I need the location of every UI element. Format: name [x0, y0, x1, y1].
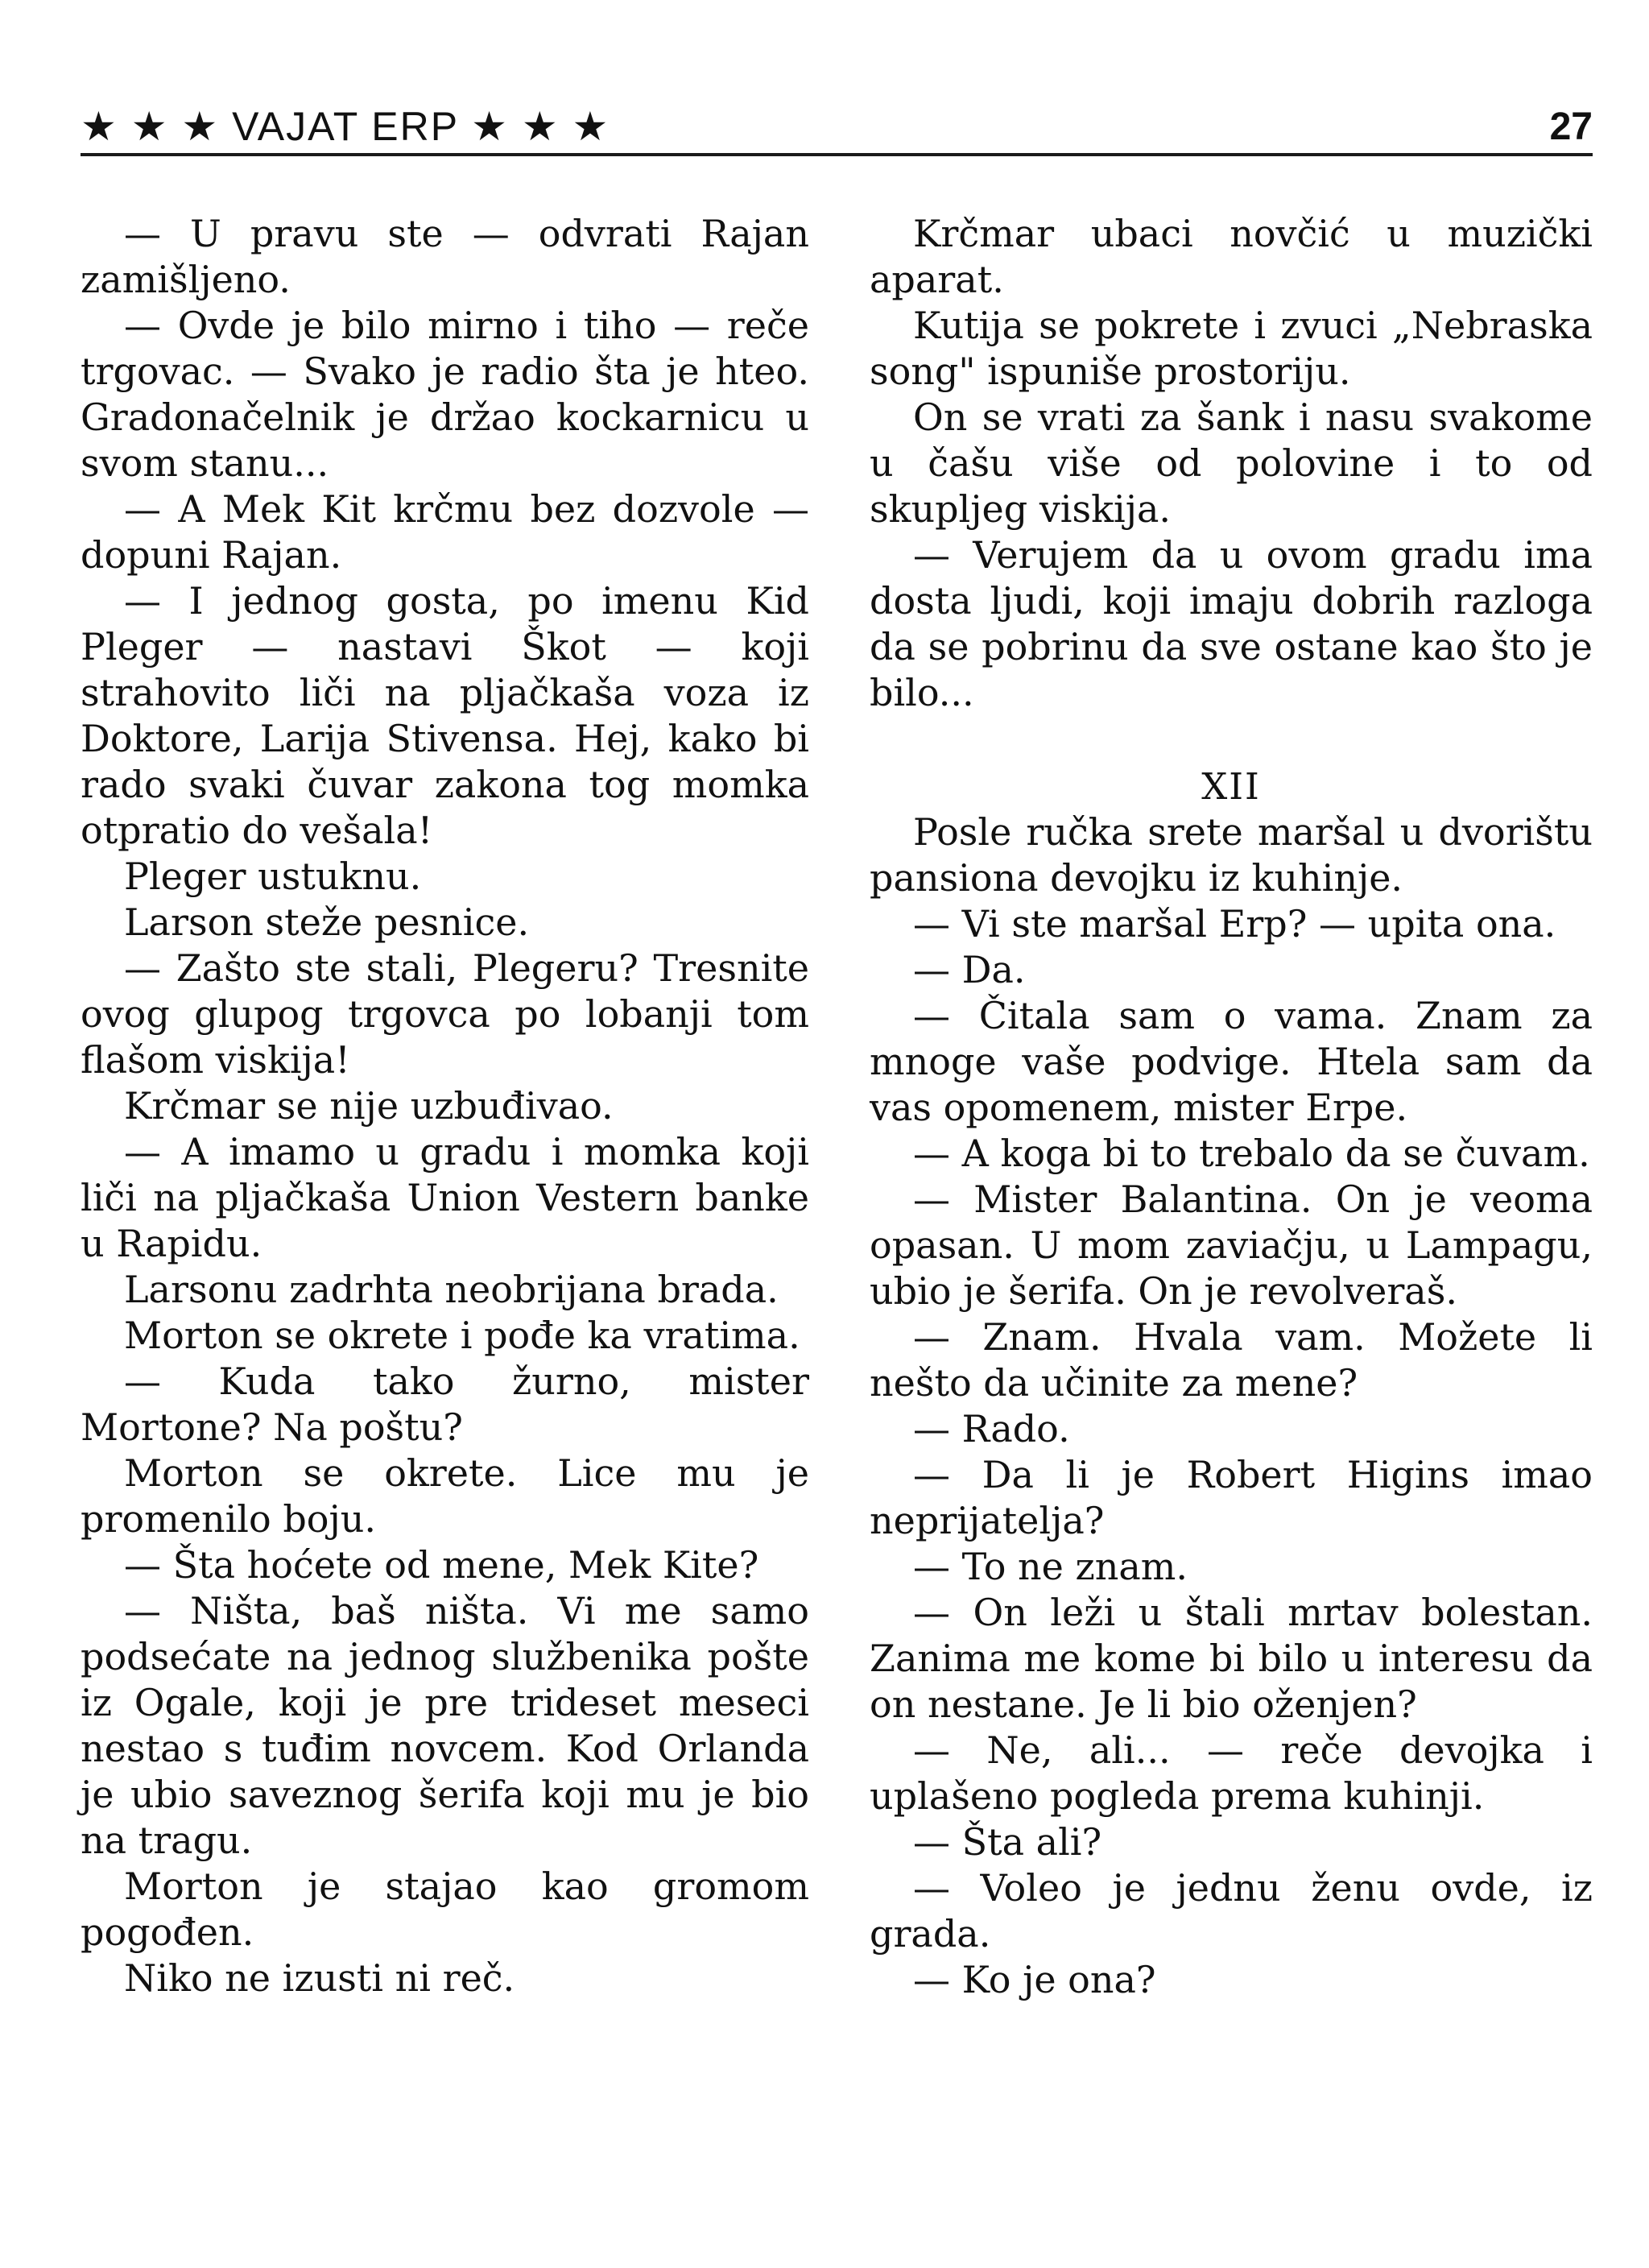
paragraph: — A imamo u gradu i momka koji liči na pljačkaša Union Vestern banke u Rapidu.: [81, 1130, 809, 1265]
page-header: [81, 90, 1593, 156]
paragraph: On se vrati za šank i nasu svakome u čašu više od polovine i to od skupljeg viskija.: [870, 395, 1593, 531]
paragraph: Kutija se pokrete i zvuci „Nebraska song" ispuniše prostoriju.: [870, 304, 1593, 393]
paragraph: — Mister Balantina. On je veoma opasan. U mom zaviačju, u Lampagu, ubio je šerifa. On je revolveraš.: [870, 1177, 1593, 1313]
paragraph: Larsonu zadrhta neobrijana brada.: [124, 1268, 779, 1311]
paragraph: — Zašto ste stali, Plegeru? Tresnite ovog glupog trgovca po lobanji tom flašom viskija!: [81, 946, 809, 1082]
paragraph: — A Mek Kit krčmu bez dozvole — dopuni Rajan.: [81, 487, 809, 577]
paragraph: — Šta ali?: [913, 1820, 1102, 1864]
left-column: [81, 211, 809, 2001]
paragraph: Larson steže pesnice.: [124, 900, 530, 944]
paragraph: Morton je stajao kao gromom pogođen.: [81, 1864, 809, 1954]
paragraph: — Ko je ona?: [913, 1958, 1156, 2001]
paragraph: — Znam. Hvala vam. Možete li nešto da učinite za mene?: [870, 1315, 1593, 1405]
paragraph: — Ovde je bilo mirno i tiho — reče trgovac. — Svako je radio šta je hteo. Gradonačelnik je držao kockarnicu u svom stanu...: [81, 304, 809, 485]
paragraph: — I jednog gosta, po imenu Kid Pleger — nastavi Škot — koji strahovito liči na pljačkaša voza iz Doktore, Larija Stivensa. Hej, kako bi rado svaki čuvar zakona tog momka otpratio do vešala!: [81, 579, 809, 852]
paragraph: — Ne, ali... — reče devojka i uplašeno pogleda prema kuhinji.: [870, 1728, 1593, 1818]
paragraph: — Ništa, baš ništa. Vi me samo podsećate na jednog službenika pošte iz Ogale, koji je pre trideset meseci nestao s tuđim novcem. Kod Orlanda je ubio saveznog šerifa koji mu je bio na tragu.: [81, 1589, 809, 1862]
paragraph: — Rado.: [913, 1407, 1070, 1451]
paragraph: Krčmar se nije uzbuđivao.: [124, 1084, 614, 1128]
running-title: ★ ★ ★ VAJAT ERP ★ ★ ★: [81, 104, 610, 149]
right-column: [870, 211, 1593, 2003]
paragraph: — Čitala sam o vama. Znam za mnoge vaše podvige. Htela sam da vas opomenem, mister Erpe.: [870, 994, 1593, 1129]
paragraph: — Šta hoćete od mene, Mek Kite?: [124, 1543, 759, 1587]
chapter-heading: XII: [1201, 765, 1261, 808]
page-number: 27: [1549, 106, 1593, 148]
paragraph: Morton se okrete i pođe ka vratima.: [124, 1314, 800, 1357]
paragraph: Posle ručka srete maršal u dvorištu pansiona devojku iz kuhinje.: [870, 810, 1593, 900]
paragraph: — Vi ste maršal Erp? — upita ona.: [913, 902, 1556, 946]
paragraph: — U pravu ste — odvrati Rajan zamišljeno.: [81, 212, 809, 301]
paragraph: — Verujem da u ovom gradu ima dosta ljudi, koji imaju dobrih razloga da se pobrinu da sve ostane kao što je bilo...: [870, 533, 1593, 714]
paragraph: — To ne znam.: [913, 1545, 1188, 1588]
paragraph: — Voleo je jednu ženu ovde, iz grada.: [870, 1866, 1593, 1956]
paragraph: Krčmar ubaci novčić u muzički aparat.: [870, 212, 1593, 301]
paragraph: — Da li je Robert Higins imao neprijatelja?: [870, 1453, 1593, 1542]
paragraph: — On leži u štali mrtav bolestan. Zanima me kome bi bilo u interesu da on nestane. Je li bio oženjen?: [870, 1591, 1593, 1726]
paragraph: Pleger ustuknu.: [124, 855, 422, 898]
paragraph: Morton se okrete. Lice mu je promenilo boju.: [81, 1451, 809, 1541]
paragraph: — A koga bi to trebalo da se čuvam.: [913, 1132, 1590, 1175]
paragraph: — Da.: [913, 948, 1026, 991]
paragraph: — Kuda tako žurno, mister Mortone? Na poštu?: [81, 1360, 809, 1449]
paragraph: Niko ne izusti ni reč.: [124, 1956, 515, 2000]
